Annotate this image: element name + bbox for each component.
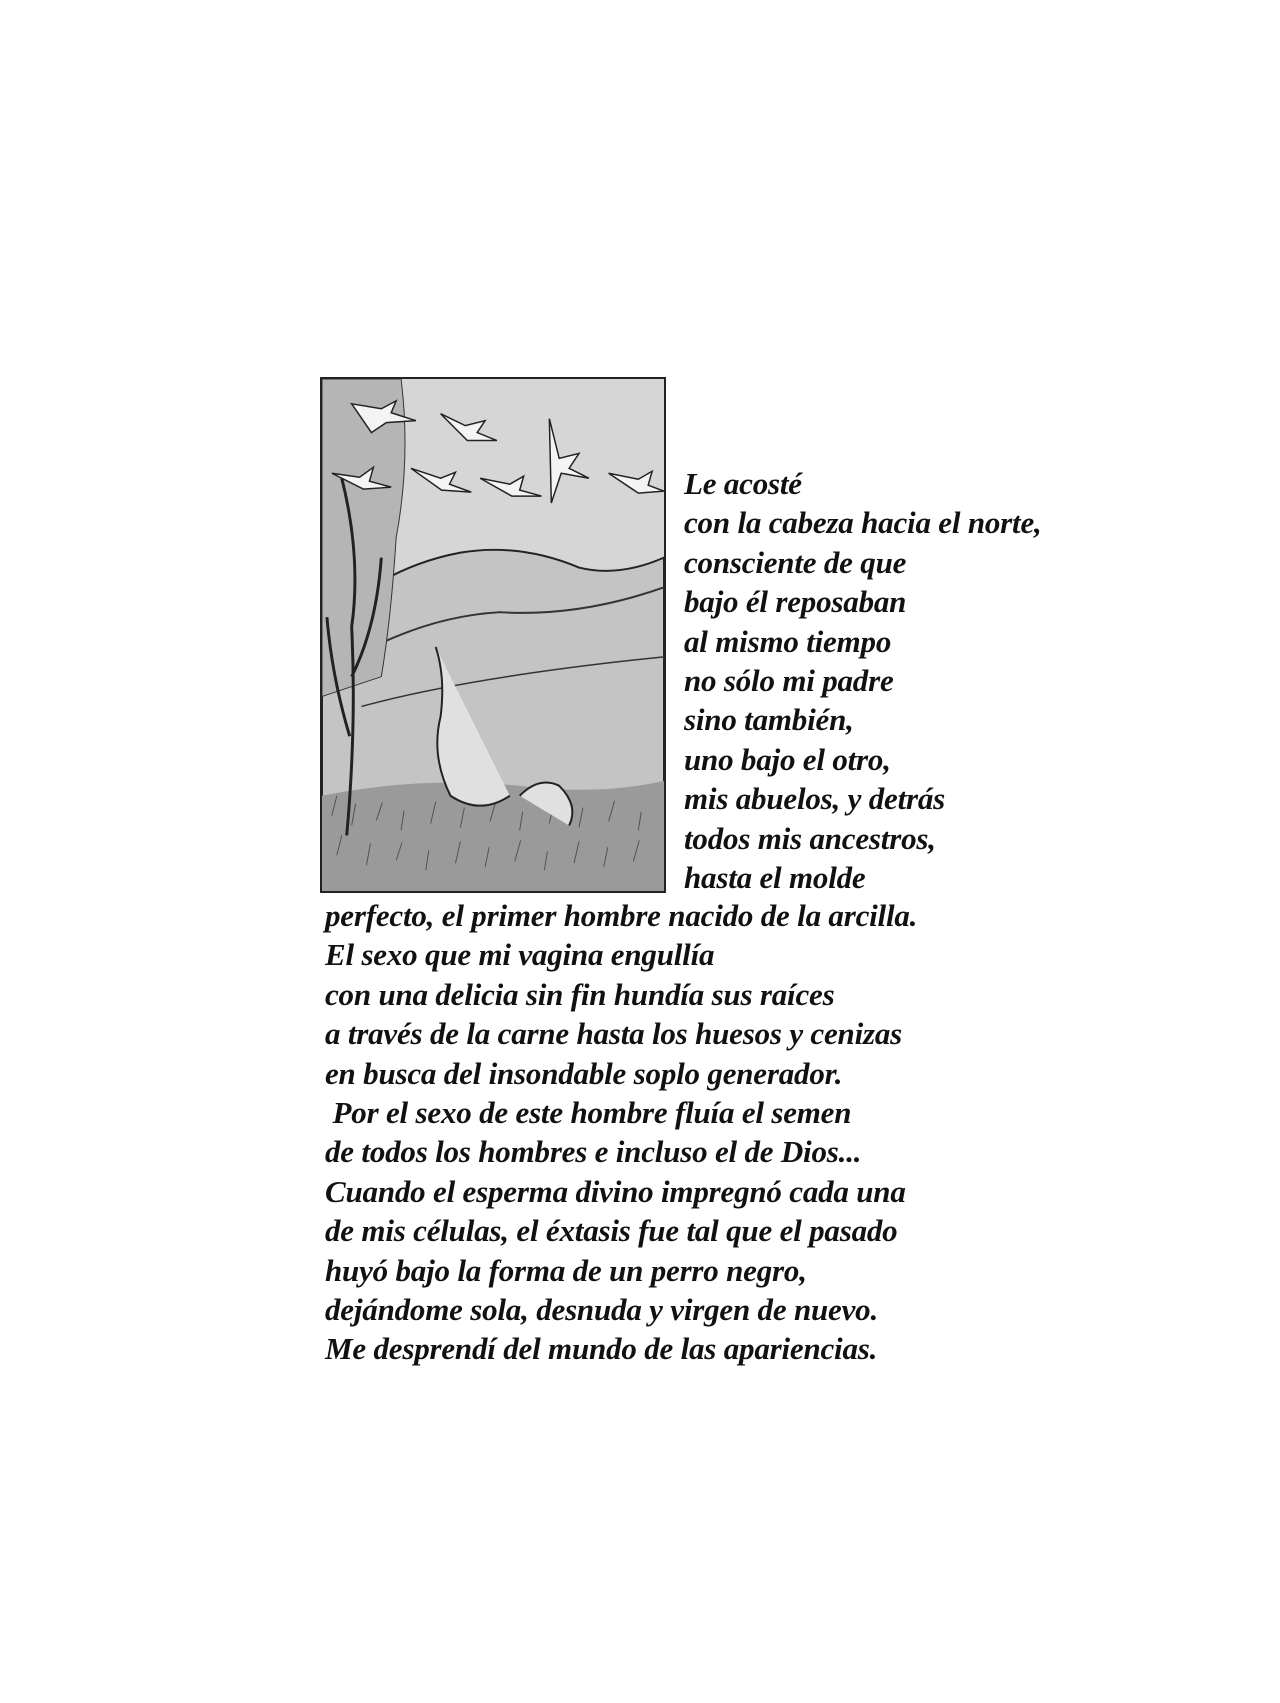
- illustration: [320, 377, 666, 893]
- poem-line: al mismo tiempo: [684, 623, 892, 659]
- poem-line: de todos los hombres e incluso el de Dios...: [325, 1134, 862, 1170]
- poem-line: a través de la carne hasta los huesos y cenizas: [325, 1016, 903, 1052]
- poem-line: mis abuelos, y detrás: [684, 781, 946, 817]
- poem-line: no sólo mi padre: [684, 663, 894, 699]
- poem-line: consciente de que: [684, 544, 907, 580]
- poem-line: Cuando el esperma divino impregnó cada una: [325, 1173, 906, 1209]
- poem-line: todos mis ancestros,: [684, 820, 936, 856]
- landscape-engraving: [322, 379, 664, 891]
- poem-line: dejándome sola, desnuda y virgen de nuevo.: [325, 1292, 879, 1328]
- poem-line: de mis células, el éxtasis fue tal que el pasado: [325, 1213, 898, 1249]
- poem-line: en busca del insondable soplo generador.: [325, 1055, 843, 1091]
- poem-line: perfecto, el primer hombre nacido de la arcilla.: [325, 898, 918, 933]
- poem-line: Me desprendí del mundo de las apariencias.: [325, 1331, 878, 1367]
- poem-line: con una delicia sin fin hundía sus raíces: [325, 976, 835, 1012]
- poem-line: bajo él reposaban: [684, 584, 907, 620]
- poem-line: hasta el molde: [684, 860, 866, 896]
- poem-line: con la cabeza hacia el norte,: [684, 505, 1042, 541]
- poem-line: sino también,: [684, 702, 854, 738]
- poem-lines-below-image: [325, 896, 917, 1369]
- poem-line: Por el sexo de este hombre fluía el semen: [325, 1095, 852, 1131]
- poem-line: uno bajo el otro,: [684, 741, 891, 777]
- poem-line: huyó bajo la forma de un perro negro,: [325, 1252, 807, 1288]
- poem-lines-beside-image: [684, 464, 1042, 897]
- poem-line: Le acosté: [684, 466, 802, 501]
- poem-line: El sexo que mi vagina engullía: [325, 937, 715, 973]
